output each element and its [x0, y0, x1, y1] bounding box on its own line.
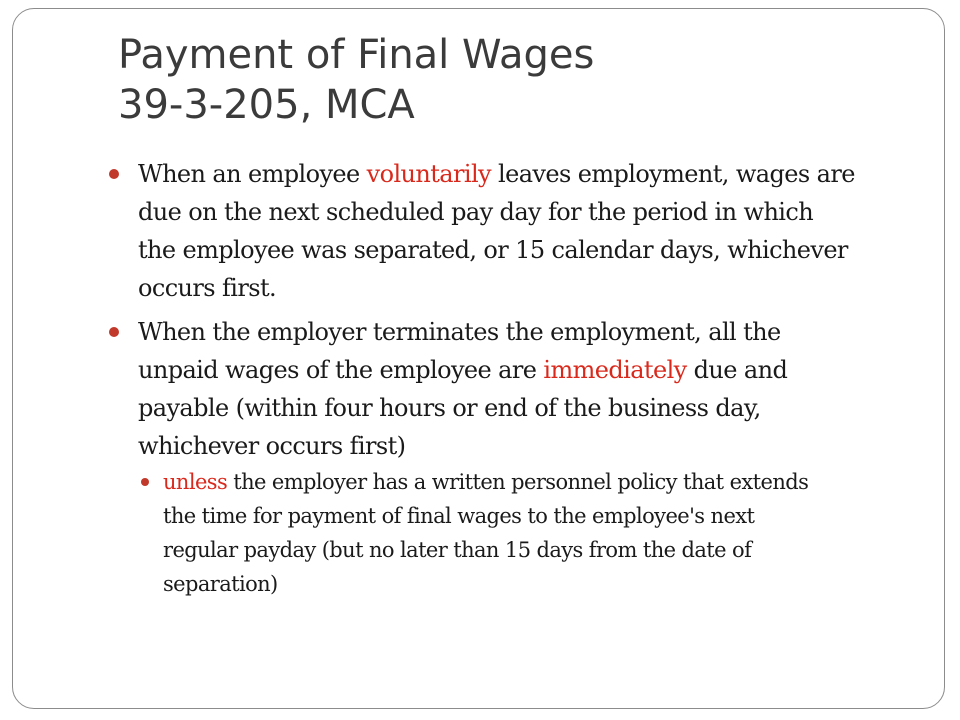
- bullet-line: occurs first.: [138, 274, 277, 302]
- bullet-text: unpaid wages of the employee are: [138, 356, 544, 384]
- sub-bullet-line: [163, 465, 808, 499]
- bullet-voluntary-leave: [138, 155, 855, 307]
- bullet-text: When an employee: [138, 160, 367, 188]
- sub-bullet-line: the time for payment of final wages to the employee's next: [163, 504, 755, 528]
- slide-title-line-2: 39-3-205, MCA: [118, 82, 415, 128]
- highlight-voluntarily: voluntarily: [366, 160, 491, 188]
- bullet-text: due and: [686, 356, 788, 384]
- bullet-line: the employee was separated, or 15 calendar days, whichever: [138, 236, 848, 264]
- bullet-line: payable (within four hours or end of the business day,: [138, 394, 761, 422]
- bullet-line: whichever occurs first): [138, 432, 406, 460]
- slide-title-line-1: Payment of Final Wages: [118, 32, 595, 78]
- sub-bullet-unless-policy: [163, 465, 808, 601]
- sub-bullet-dot-icon: [141, 478, 149, 486]
- bullet-text: leaves employment, wages are: [491, 160, 855, 188]
- slide-title: [118, 30, 898, 130]
- bullet-line: When the employer terminates the employment, all the: [138, 318, 781, 346]
- bullet-dot-icon: [109, 169, 119, 179]
- bullet-line: [138, 351, 787, 389]
- bullet-employer-terminates: [138, 313, 787, 465]
- highlight-immediately: immediately: [543, 356, 687, 384]
- bullet-line: due on the next scheduled pay day for the period in which: [138, 198, 814, 226]
- highlight-unless: unless: [163, 470, 228, 494]
- sub-bullet-line: regular payday (but no later than 15 days from the date of: [163, 538, 752, 562]
- bullet-line: [138, 155, 855, 193]
- bullet-dot-icon: [109, 327, 119, 337]
- sub-bullet-text: the employer has a written personnel policy that extends: [227, 470, 809, 494]
- sub-bullet-line: separation): [163, 572, 278, 596]
